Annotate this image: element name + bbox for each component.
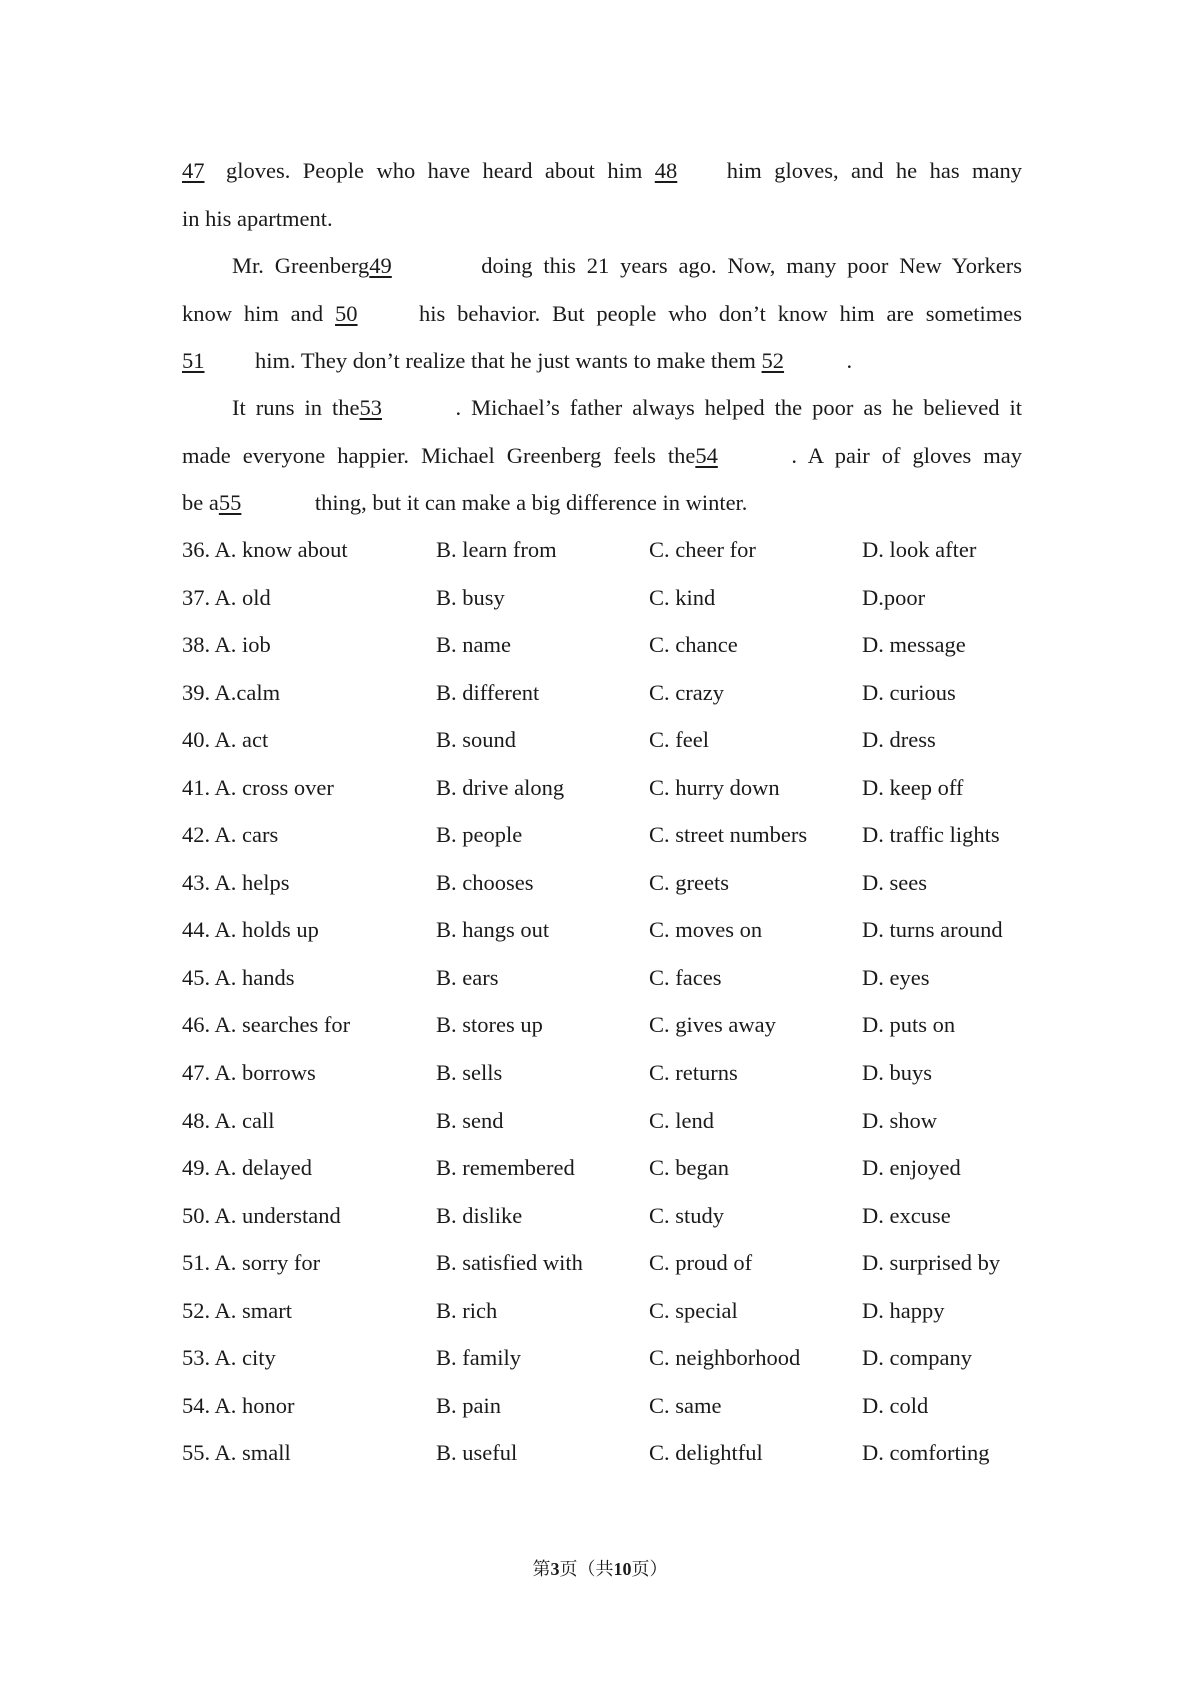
option-row-55 [182,1429,1022,1477]
option-c: C. gives away [649,1012,776,1038]
option-c: C. street numbers [649,822,808,848]
passage-text: Mr. Greenberg [232,253,370,278]
passage-text: . Michael’s father always helped the poor as he believed it [455,395,1022,420]
option-b: B. chooses [436,869,534,895]
option-d: D. eyes [862,964,930,990]
option-b: B. rich [436,1297,498,1323]
footer-page-number: 3 [550,1559,560,1579]
option-b: B. useful [436,1440,518,1466]
passage-text: . [846,348,853,374]
option-c: C. hurry down [649,774,780,800]
option-c: C. delightful [649,1440,763,1466]
option-d: D. enjoyed [862,1155,961,1181]
passage-line [182,147,1022,195]
option-row-47 [182,1049,1022,1097]
option-row-38 [182,621,1022,669]
option-c: C. crazy [649,679,724,705]
option-c: C. lend [649,1107,714,1133]
option-d: D.poor [862,584,926,610]
option-row-43 [182,859,1022,907]
option-a: 46. A. searches for [182,1012,351,1038]
option-a: 45. A. hands [182,964,295,990]
option-a: 41. A. cross over [182,774,334,800]
passage-text: made everyone happier. Michael Greenberg feels the [182,442,696,468]
option-c: C. feel [649,727,709,753]
passage-text: thing, but it can make a big difference in winter. [314,490,748,516]
option-row-45 [182,954,1022,1002]
option-a: 50. A. understand [182,1202,341,1228]
option-d: D. keep off [862,774,964,800]
option-row-39 [182,669,1022,717]
option-d: D. company [862,1345,972,1371]
blank-51: 51 [182,348,205,374]
passage-line [182,242,1022,290]
option-d: D. happy [862,1297,945,1323]
passage-text: . A pair of gloves may [791,442,1022,468]
blank-52: 52 [761,348,785,374]
option-c: C. same [649,1392,722,1418]
option-row-53 [182,1334,1022,1382]
option-c: C. cheer for [649,537,756,562]
option-b: B. send [436,1107,504,1133]
option-row-36 [182,526,1022,574]
option-d: D. message [862,632,966,658]
option-b: B. stores up [436,1012,543,1038]
option-d: D. dress [862,727,936,753]
option-a: 54. A. honor [182,1392,295,1418]
option-b: B. dislike [436,1202,523,1228]
option-b: B. learn from [436,537,557,562]
passage-text: be a [182,490,219,516]
passage-text: in his apartment. [182,205,333,231]
option-row-40 [182,716,1022,764]
option-d: D. curious [862,679,956,705]
blank-50: 50 [335,300,358,326]
option-c: C. special [649,1297,738,1323]
option-row-44 [182,906,1022,954]
option-d: D. traffic lights [862,822,1000,848]
option-a: 52. A. smart [182,1297,292,1323]
option-b: B. remembered [436,1155,575,1181]
option-b: B. satisfied with [436,1250,583,1276]
passage-line [182,479,1022,527]
option-d: D. surprised by [862,1250,1001,1276]
option-d: D. comforting [862,1440,990,1466]
option-a: 42. A. cars [182,822,279,848]
passage-text: him. They don’t realize that he just wants to make them [255,348,756,374]
option-row-49 [182,1144,1022,1192]
option-row-54 [182,1382,1022,1430]
blank-48: 48 [654,158,678,183]
option-row-42 [182,811,1022,859]
option-a: 44. A. holds up [182,917,319,943]
passage-text: know him and [182,300,324,326]
option-a: 51. A. sorry for [182,1250,321,1276]
passage-text: It runs in the [232,395,360,420]
page-footer [0,1555,1200,1581]
passage-paragraph-1 [182,147,1022,242]
option-b: B. busy [436,584,505,610]
passage-line [182,432,1022,480]
passage-line [182,195,1022,243]
option-c: C. neighborhood [649,1345,801,1371]
passage-paragraph-3 [182,384,1022,527]
option-c: C. proud of [649,1250,753,1276]
option-b: B. hangs out [436,917,550,943]
option-row-52 [182,1287,1022,1335]
passage-text: doing this 21 years ago. Now, many poor New Yorkers [481,253,1023,278]
option-a: 36. A. know about [182,537,348,562]
option-c: C. chance [649,632,738,658]
footer-prefix: 第 [532,1559,551,1580]
option-b: B. drive along [436,774,565,800]
blank-49: 49 [369,253,392,278]
option-d: D. buys [862,1060,933,1086]
option-row-37 [182,574,1022,622]
option-c: C. moves on [649,917,763,943]
option-a: 47. A. borrows [182,1060,316,1086]
footer-total-pages: 10 [613,1559,632,1579]
option-a: 37. A. old [182,584,271,610]
option-a: 48. A. call [182,1107,275,1133]
option-a: 43. A. helps [182,869,290,895]
option-b: B. different [436,679,540,705]
option-a: 38. A. iob [182,632,271,658]
passage-paragraph-2 [182,242,1022,385]
blank-53: 53 [359,395,382,420]
passage-line [182,384,1022,432]
blank-55: 55 [218,490,242,516]
option-d: D. look after [862,537,977,562]
option-d: D. turns around [862,917,1003,943]
option-c: C. began [649,1155,729,1181]
option-c: C. returns [649,1060,738,1086]
footer-suffix: 页） [631,1559,668,1580]
option-c: C. study [649,1202,725,1228]
footer-middle: 页（共 [559,1559,614,1580]
option-c: C. faces [649,964,722,990]
option-b: B. sound [436,727,517,753]
option-b: B. family [436,1345,521,1371]
option-d: D. cold [862,1392,929,1418]
blank-54: 54 [695,442,718,468]
option-row-48 [182,1097,1022,1145]
option-a: 53. A. city [182,1345,276,1371]
option-a: 39. A.calm [182,679,281,705]
option-row-51 [182,1239,1022,1287]
option-row-46 [182,1001,1022,1049]
option-b: B. sells [436,1060,503,1086]
option-c: C. kind [649,584,716,610]
passage-line [182,337,1022,385]
option-d: D. sees [862,869,927,895]
option-d: D. excuse [862,1202,951,1228]
option-b: B. name [436,632,511,658]
option-a: 40. A. act [182,727,269,753]
option-b: B. pain [436,1392,501,1418]
blank-47: 47 [182,158,205,183]
option-d: D. puts on [862,1012,956,1038]
passage-text: gloves. People who have heard about him [226,158,643,183]
passage-text: his behavior. But people who don’t know him are sometimes [419,300,1022,326]
passage-line [182,290,1022,338]
answer-options [182,526,1022,1477]
option-c: C. greets [649,869,729,895]
option-row-41 [182,764,1022,812]
option-row-50 [182,1192,1022,1240]
option-b: B. people [436,822,523,848]
option-d: D. show [862,1107,938,1133]
option-b: B. ears [436,964,499,990]
passage-text: him gloves, and he has many [726,158,1023,183]
option-a: 49. A. delayed [182,1155,312,1181]
option-a: 55. A. small [182,1440,291,1466]
